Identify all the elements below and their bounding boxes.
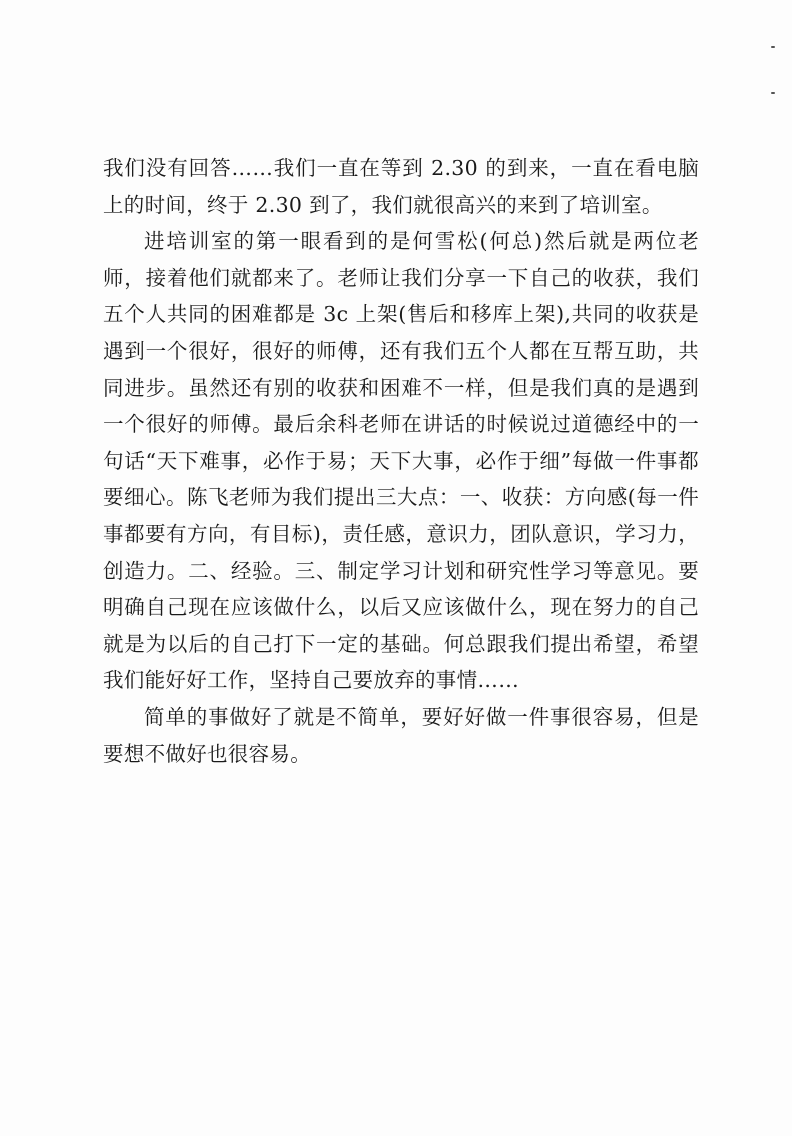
paragraph-continuation: 我们没有回答……我们一直在等到 2.30 的到来，一直在看电脑上的时间，终于 2.30 到了，我们就很高兴的来到了培训室。 <box>103 156 699 217</box>
paragraph-conclusion: 简单的事做好了就是不简单，要好好做一件事很容易，但是要想不做好也很容易。 <box>103 704 699 766</box>
scan-speck <box>771 92 775 94</box>
scan-speck <box>771 46 775 48</box>
document-body <box>103 150 699 772</box>
paragraph-training-room: 进培训室的第一眼看到的是何雪松(何总)然后就是两位老师，接着他们就都来了。老师让我们分享一下自己的收获，我们五个人共同的困难都是 3c 上架(售后和移库上架),共同的收获是遇到一个很好，很好的师傅，还有我们五个人都在互帮互助，共同进步。虽然还有别的收获和困难不一样，但是我们真的是遇到一个很好的师傅。最后余科老师在讲话的时候说过道德经中的一句话“天下难事，必作于易；天下大事，必作于细”每做一件事都要细心。陈飞老师为我们提出三大点：一、收获：方向感(每一件事都要有方向，有目标)，责任感，意识力，团队意识，学习力，创造力。二、经验。三、制定学习计划和研究性学习等意见。要明确自己现在应该做什么，以后又应该做什么，现在努力的自己就是为以后的自己打下一定的基础。何总跟我们提出希望，希望我们能好好工作，坚持自己要放弃的事情…… <box>103 229 699 693</box>
